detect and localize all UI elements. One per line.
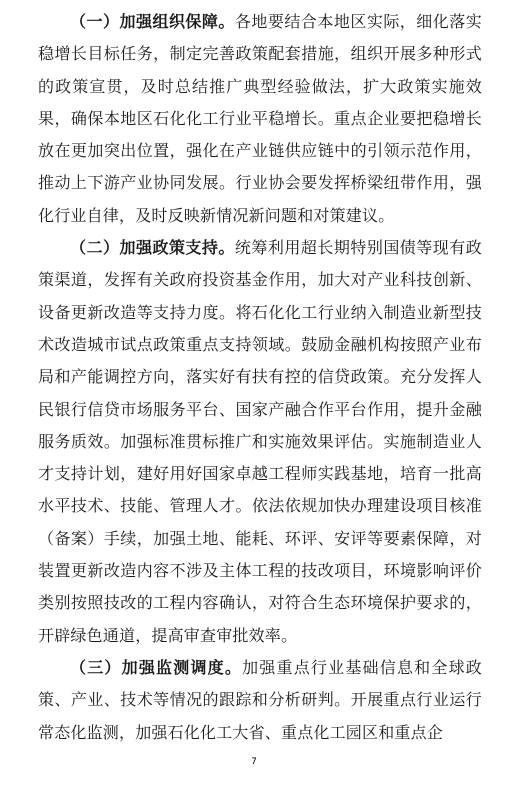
section-heading: （二）加强政策支持。 xyxy=(70,238,235,258)
section-body: 加强重点行业基础信息和全球政策、产业、技术等情况的跟踪和分析研判。开展重点行业运行常态化监测，加强石化化工大省、重点化工园区和重点企 xyxy=(38,657,482,742)
section-heading: （三）加强监测调度。 xyxy=(70,657,243,677)
section-heading: （一）加强组织保障。 xyxy=(70,12,235,31)
paragraph-monitoring xyxy=(38,652,482,749)
section-body: 统筹利用超长期特别国债等现有政策渠道，发挥有关政府投资基金作用，加大对产业科技创新、设备更新改造等支持力度。将石化化工行业纳入制造业新型技术改造城市试点政策重点支持领域。鼓励金融机构按照产业布局和产能调控方向，落实好有扶有控的信贷政策。充分发挥人民银行信贷市场服务平台、国家产融合作平台作用，提升金融服务质效。加强标准贯标推广和实施效果评估。实施制造业人才支持计划，建好用好国家卓越工程师实践基地，培育一批高水平技术、技能、管理人才。依法依规加快办理建设项目核准（备案）手续，加强土地、能耗、环评、安评等要素保障，对装置更新改造内容不涉及主体工程的技改项目，环境影响评价类别按照技改的工程内容确认，对符合生态环境保护要求的，开辟绿色通道，提高审查审批效率。 xyxy=(38,238,482,645)
paragraph-policy xyxy=(38,232,482,652)
paragraph-organization xyxy=(38,6,482,232)
page-number: 7 xyxy=(251,757,257,767)
section-body: 各地要结合本地区实际，细化落实稳增长目标任务，制定完善政策配套措施，组织开展多种形式的政策宣贯，及时总结推广典型经验做法，扩大政策实施效果，确保本地区石化化工行业平稳增长。重点企业要把稳增长放在更加突出位置，强化在产业链供应链中的引领示范作用，推动上下游产业协同发展。行业协会要发挥桥梁纽带作用，强化行业自律，及时反映新情况新问题和对策建议。 xyxy=(38,12,482,225)
